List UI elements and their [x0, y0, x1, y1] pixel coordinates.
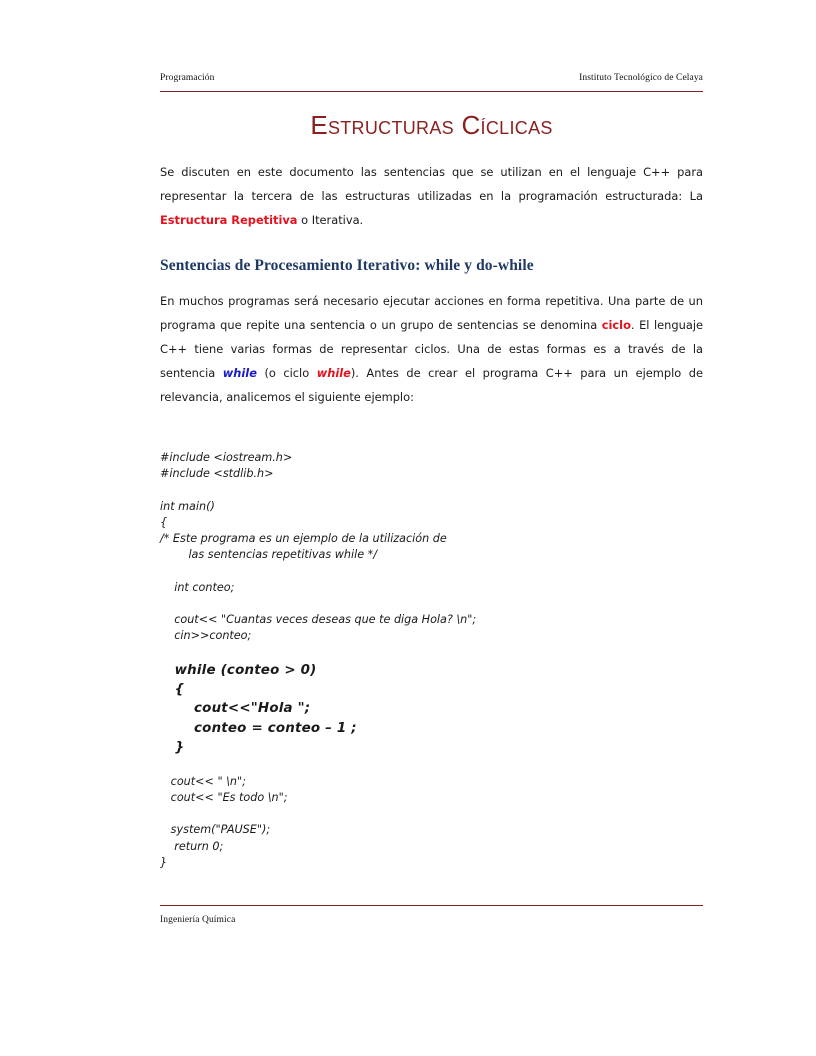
- body-text-part3: (o ciclo: [256, 366, 317, 380]
- body-paragraph: [160, 289, 703, 409]
- code-line: {: [160, 515, 168, 529]
- header-institution-label: Instituto Tecnológico de Celaya: [579, 73, 703, 83]
- intro-text-part2: o Iterativa.: [297, 213, 364, 227]
- code-line: cout<< " \n";: [160, 774, 246, 788]
- code-blank-line: [160, 758, 703, 774]
- body-highlight-while-blue: while: [222, 366, 257, 380]
- header-divider-rule: [160, 91, 703, 92]
- body-text-part4: ). Antes de crear el programa C++ para un ejemplo de relevancia, analicemos el siguiente ejemplo:: [160, 366, 703, 404]
- code-line: int main(): [160, 499, 215, 513]
- code-line-while-close-brace: }: [160, 740, 185, 756]
- code-line: int conteo;: [160, 580, 235, 594]
- intro-highlight-estructura-repetitiva: Estructura Repetitiva: [160, 213, 298, 227]
- code-line: system("PAUSE");: [160, 823, 271, 837]
- code-line: cin>>conteo;: [160, 629, 252, 643]
- code-line: las sentencias repetitivas while */: [160, 548, 378, 562]
- code-line: cout<< "Es todo \n";: [160, 791, 288, 804]
- code-blank-line: [160, 563, 703, 579]
- code-blank-line: [160, 806, 703, 822]
- code-line-while-body-cout: cout<<"Hola ";: [160, 701, 311, 717]
- code-line-while-header: while (conteo > 0): [160, 662, 317, 678]
- code-line: #include <iostream.h>: [160, 451, 293, 464]
- code-line-while-body-decrement: conteo = conteo – 1 ;: [160, 720, 357, 736]
- header-course-label: Programación: [160, 73, 215, 83]
- section-heading: Sentencias de Procesamiento Iterativo: while y do-while: [160, 257, 534, 274]
- page-title: Estructuras Cíclicas: [310, 110, 553, 140]
- code-line-while-open-brace: {: [160, 681, 185, 697]
- code-line: }: [160, 855, 168, 869]
- code-line: #include <stdlib.h>: [160, 467, 274, 481]
- footer-divider-rule: [160, 905, 703, 906]
- body-highlight-ciclo: ciclo: [601, 318, 631, 332]
- code-blank-line: [160, 644, 703, 660]
- code-line: return 0;: [160, 839, 224, 853]
- body-highlight-while-red: while: [316, 366, 351, 380]
- footer-department-label: Ingeniería Química: [160, 915, 236, 925]
- running-header: [160, 73, 703, 83]
- intro-paragraph: [160, 160, 703, 232]
- body-text-part1: En muchos programas será necesario ejecutar acciones en forma repetitiva. Una parte de un programa que repite una sentencia o un grupo de sentencias se denomina: [160, 294, 703, 332]
- code-line: cout<< "Cuantas veces deseas que te diga Hola? \n";: [160, 612, 477, 626]
- code-line: /* Este programa es un ejemplo de la utilización de: [160, 532, 447, 545]
- code-blank-line: [160, 482, 703, 498]
- code-blank-line: [160, 596, 703, 612]
- intro-text-part1: Se discuten en este documento las sentencias que se utilizan en el lenguaje C++ para representar la tercera de las estructuras utilizadas en la programación estructurada: La: [160, 165, 703, 203]
- body-text-part2: . El lenguaje C++ tiene varias formas de representar ciclos. Una de estas formas es a través de la sentencia: [160, 318, 703, 380]
- code-listing: [160, 450, 703, 871]
